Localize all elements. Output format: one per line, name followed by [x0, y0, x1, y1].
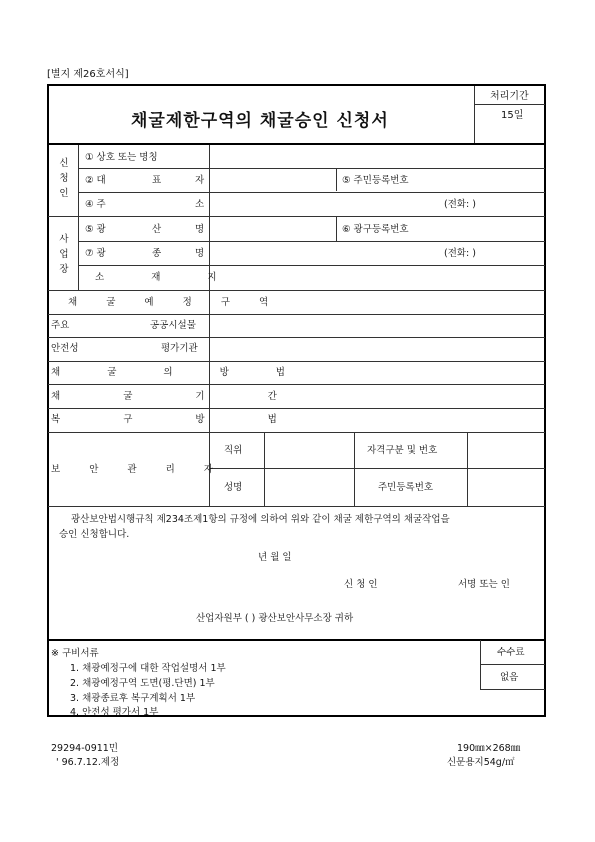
footer-date: ' 96.7.12.제정: [56, 757, 120, 768]
address-label-b: 소: [195, 199, 205, 210]
applicant-sign-label: 신 청 인: [344, 579, 378, 590]
mining-period-label: 채 굴 기 간: [51, 391, 307, 402]
declaration-text-2: 승인 신청합니다.: [59, 529, 130, 540]
mining-method-label: 채 굴 의 방 법: [51, 367, 307, 378]
business-phone: (전화: ): [444, 248, 476, 259]
resident-id-label: ⑤ 주민등록번호: [342, 175, 409, 186]
safety-agency-label-a: 안전성: [51, 343, 79, 354]
mine-name-label-b: 산: [152, 224, 162, 235]
trade-name-label: ① 상호 또는 명칭: [85, 152, 158, 163]
representative-label-c: 자: [195, 175, 205, 186]
fee-value: 없음: [500, 672, 519, 683]
attachment-item: 3. 채광종료후 복구계획서 1부: [70, 693, 196, 704]
representative-label-b: 표: [152, 175, 162, 186]
public-facility-label-a: 주요: [51, 320, 70, 331]
address-label-a: ④ 주: [85, 199, 106, 210]
recipient-label: 산업자원부 ( ) 광산보안사무소장 귀하: [196, 613, 354, 624]
security-manager-label: 보 안 관 리 자: [51, 464, 226, 475]
mineral-label-c: 명: [195, 248, 205, 259]
footer-size: 190㎜×268㎜: [457, 743, 521, 754]
resident-id-label-2: 주민등록번호: [378, 482, 434, 493]
mineral-label-b: 종: [152, 248, 162, 259]
footer-paper: 신문용지54g/㎡: [447, 757, 515, 768]
mining-reg-label: ⑥ 광구등록번호: [342, 224, 409, 235]
applicant-group-label: 신청인: [59, 158, 69, 199]
representative-label-a: ② 대: [85, 175, 106, 186]
business-group-label: 사업장: [59, 234, 69, 275]
form-number: [별지 제26호서식]: [47, 69, 129, 80]
restoration-method-label: 복 구 방 법: [51, 414, 307, 425]
processing-period-label: 처리기간: [490, 91, 529, 102]
location-label: 소 재 지: [95, 272, 239, 283]
applicant-phone: (전화: ): [444, 199, 476, 210]
mine-name-label-c: 명: [195, 224, 205, 235]
footer-code: 29294-0911민: [51, 743, 119, 754]
fee-label: 수수료: [497, 647, 525, 658]
position-label: 직위: [224, 445, 243, 456]
processing-period-value: 15일: [501, 110, 524, 121]
mineral-label-a: ⑦ 광: [85, 248, 106, 259]
mine-name-label-a: ⑤ 광: [85, 224, 106, 235]
signature-label: 서명 또는 인: [458, 579, 510, 590]
planned-area-label: 채 굴 예 정 구 역: [68, 297, 282, 308]
name-label: 성명: [224, 482, 243, 493]
form-title: 채굴제한구역의 채굴승인 신청서: [131, 111, 389, 131]
qualification-label: 자격구분 및 번호: [367, 445, 438, 456]
attachment-item: 1. 채광예정구에 대한 작업설명서 1부: [70, 663, 226, 674]
attachment-item: 2. 채광예정구역 도면(평.단면) 1부: [70, 678, 215, 689]
public-facility-label-b: 공공시설물: [150, 320, 196, 331]
declaration-text-1: 광산보안법시행규칙 제234조제1항의 규정에 의하여 위와 같이 채굴 제한구역의 채굴작업을: [71, 514, 450, 525]
attachments-heading: ※ 구비서류: [51, 648, 99, 659]
safety-agency-label-b: 평가기관: [161, 343, 198, 354]
declaration-date: 년 월 일: [258, 552, 292, 563]
attachment-item: 4. 안전성 평가서 1부: [70, 707, 159, 718]
